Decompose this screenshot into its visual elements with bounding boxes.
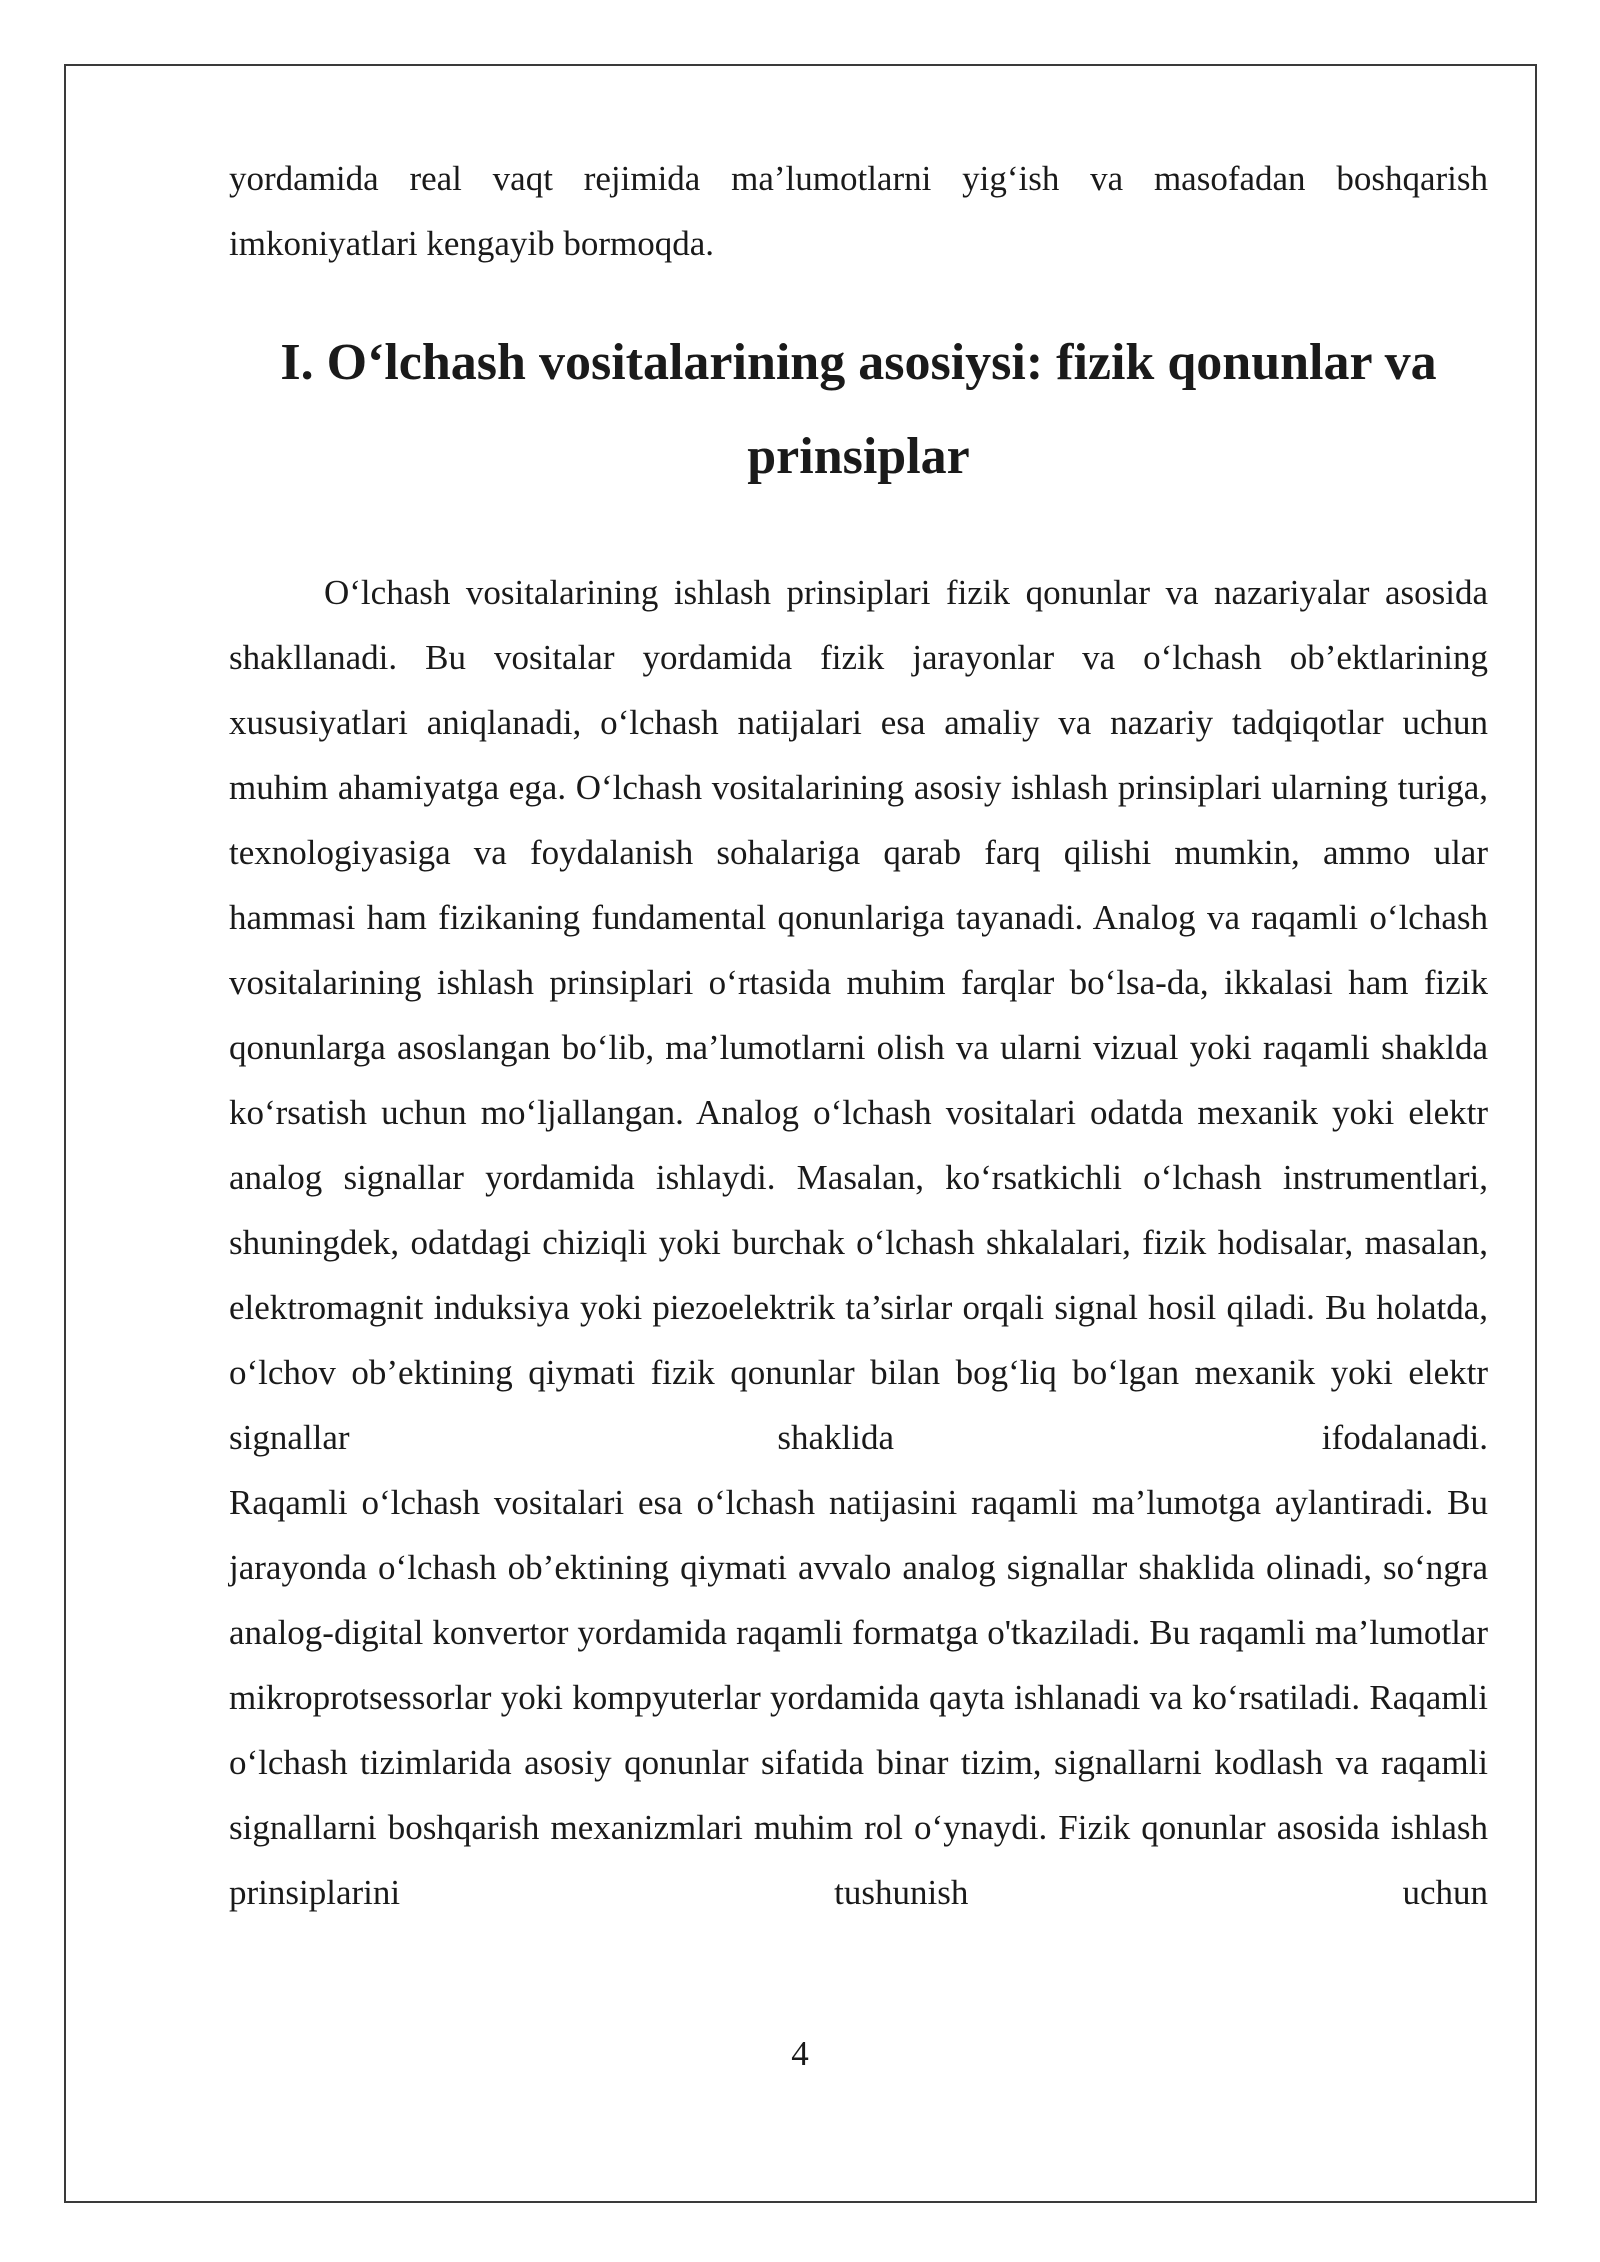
body-paragraph: O‘lchash vositalarining ishlash prinsiplari fizik qonunlar va nazariyalar asosida shakllanadi. Bu vositalar yordamida fizik jarayonlar va o‘lchash ob’ektlarining xususiyatlari aniqlanadi, o‘lchash natijalari esa amaliy va nazariy tadqiqotlar uchun muhim ahamiyatga ega. O‘lchash vositalarining asosiy ishlash prinsiplari ularning turiga, texnologiyasiga va foydalanish sohalariga qarab farq qilishi mumkin, ammo ular hammasi ham fizikaning fundamental qonunlariga tayanadi. Analog va raqamli o‘lchash vositalarining ishlash prinsiplari o‘rtasida muhim farqlar bo‘lsa-da, ikkalasi ham fizik qonunlarga asoslangan bo‘lib, ma’lumotlarni olish va ularni vizual yoki raqamli shaklda ko‘rsatish uchun mo‘ljallangan. Analog o‘lchash vositalari odatda mexanik yoki elektr analog signallar yordamida ishlaydi. Masalan, ko‘rsatkichli o‘lchash instrumentlari, shuningdek, odatdagi chiziqli yoki burchak o‘lchash shkalalari, fizik hodisalar, masalan, elektromagnit induksiya yoki piezoelektrik ta’sirlar orqali signal hosil qiladi. Bu holatda, o‘lchov ob’ektining qiymati fizik qonunlar bilan bog‘liq bo‘lgan mexanik yoki elektr signallar shaklida ifodalanadi. — [229, 573, 1488, 1457]
continued-paragraph: yordamida real vaqt rejimida ma’lumotlarni yig‘ish va masofadan boshqarish imkoniyatlari kengayib bormoqda. — [229, 159, 1488, 263]
page-content — [229, 146, 1488, 1925]
body-paragraph-continued: Raqamli o‘lchash vositalari esa o‘lchash natijasini raqamli ma’lumotga aylantiradi. Bu jarayonda o‘lchash ob’ektining qiymati avvalo analog signallar shaklida olinadi, so‘ngra analog-digital konvertor yordamida raqamli formatga o'tkaziladi. Bu raqamli ma’lumotlar mikroprotsessorlar yoki kompyuterlar yordamida qayta ishlanadi va ko‘rsatiladi. Raqamli o‘lchash tizimlarida asosiy qonunlar sifatida binar tizim, signallarni kodlash va raqamli signallarni boshqarish mexanizmlari muhim rol o‘ynaydi. Fizik qonunlar asosida ishlash prinsiplarini tushunish uchun — [229, 1483, 1488, 1912]
section-heading: I. O‘lchash vositalarining asosiysi: fizik qonunlar va prinsiplar — [280, 334, 1437, 485]
page-number: 4 — [791, 2034, 809, 2073]
